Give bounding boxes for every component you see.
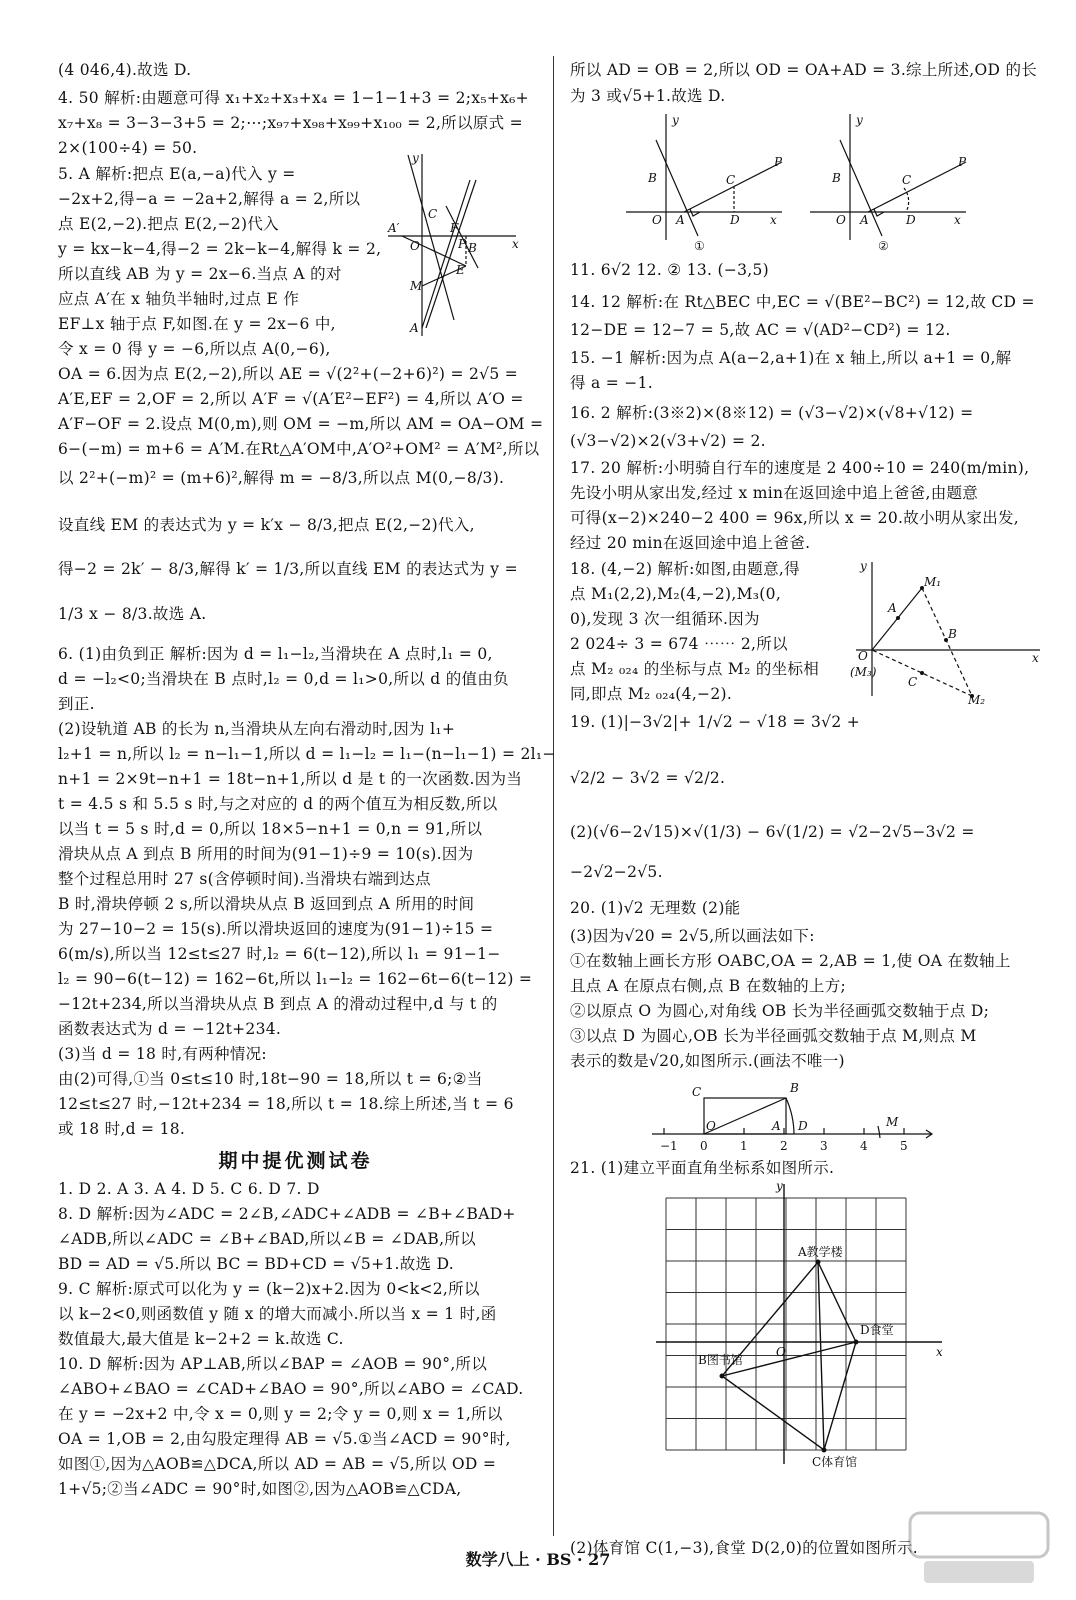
left-column-line: 2×(100÷4) = 50. — [58, 139, 198, 157]
figure-q18 — [846, 556, 1046, 706]
q18-o: O — [858, 649, 868, 663]
left-column-line: EF⊥x 轴于点 F,如图.在 y = 2x−6 中, — [58, 315, 336, 333]
right-column-line: 18. (4,−2) 解析:如图,由题意,得 — [570, 560, 800, 578]
left-column-line: 应点 A′在 x 轴负半轴时,过点 E 作 — [58, 290, 300, 308]
right-column-line: 12−DE = 12−7 = 5,故 AC = √(AD²−CD²) = 12. — [570, 321, 951, 339]
q21-x: x — [936, 1345, 943, 1359]
q20-tick-label: 3 — [820, 1139, 828, 1153]
left-column-line: 1. D 2. A 3. A 4. D 5. C 6. D 7. D — [58, 1180, 320, 1198]
q18-m3: (M₃) — [850, 665, 877, 679]
left-column-line: A′E,EF = 2,OF = 2,所以 A′F = √(A′E²−EF²) = 4,所以 A′O = — [58, 390, 524, 408]
q20-m: M — [886, 1115, 899, 1129]
right-column-line: 17. 20 解析:小明骑自行车的速度是 2 400÷10 = 240(m/min), — [570, 459, 1030, 477]
q5-x-label: x — [512, 237, 519, 251]
q18-b: B — [948, 627, 957, 641]
q20-tick-label: 2 — [780, 1139, 788, 1153]
right-column-line: −2√2−2√5. — [570, 863, 663, 881]
q10-1-p: P — [774, 155, 783, 169]
right-column-line: 经过 20 min在返回途中追上爸爸. — [570, 534, 811, 552]
q10-1-tag: ① — [694, 239, 705, 253]
q21-b: B图书馆 — [698, 1353, 743, 1367]
left-column-line: −12t+234,所以当滑块从点 B 到点 A 的滑动过程中,d 与 t 的 — [58, 995, 498, 1013]
left-column-line: 8. D 解析:因为∠ADC = 2∠B,∠ADC+∠ADB = ∠B+∠BAD+ — [58, 1205, 516, 1223]
left-column-line: 10. D 解析:因为 AP⊥AB,所以∠BAP = ∠AOB = 90°,所以 — [58, 1355, 488, 1373]
left-column-line: 函数表达式为 d = −12t+234. — [58, 1020, 282, 1038]
right-column-line: √2/2 − 3√2 = √2/2. — [570, 769, 726, 787]
section-title: 期中提优测试卷 — [218, 1150, 373, 1172]
left-column-line: ∠ABO+∠BAO = ∠CAD+∠BAO = 90°,所以∠ABO = ∠CAD. — [58, 1380, 524, 1398]
left-column-line: 1/3 x − 8/3.故选 A. — [58, 605, 207, 623]
right-column-line: 20. (1)√2 无理数 (2)能 — [570, 899, 741, 917]
figure-q5 — [384, 150, 524, 340]
page-footer: 数学八上 · BS · 27 — [465, 1550, 611, 1569]
left-column-line: 设直线 EM 的表达式为 y = k′x − 8/3,把点 E(2,−2)代入, — [58, 516, 475, 534]
right-column-line: 14. 12 解析:在 Rt△BEC 中,EC = √(BE²−BC²) = 12,故 CD = — [570, 293, 1035, 311]
left-column-line: 9. C 解析:原式可以化为 y = (k−2)x+2.因为 0<k<2,所以 — [58, 1280, 480, 1298]
left-column-line: 数值最大,最大值是 k−2+2 = k.故选 C. — [58, 1330, 344, 1348]
q10-2-p: P — [958, 155, 967, 169]
right-column-line: ②以原点 O 为圆心,对角线 OB 长为半径画弧交数轴于点 D; — [570, 1002, 990, 1020]
right-column-line: 先设小明从家出发,经过 x min在返回途中追上爸爸,由题意 — [570, 484, 979, 502]
left-column-line: 或 18 时,d = 18. — [58, 1120, 186, 1138]
q5-e-label: E — [456, 263, 465, 277]
q10-2-b: B — [832, 171, 841, 185]
q5-b-label: B — [468, 241, 477, 255]
left-column-line: 在 y = −2x+2 中,令 x = 0,则 y = 2;令 y = 0,则 x = 1,所以 — [58, 1405, 503, 1423]
q5-o-label: O — [410, 239, 420, 253]
q20-tick-label: 1 — [740, 1139, 748, 1153]
right-column-line: (3)因为√20 = 2√5,所以画法如下: — [570, 927, 815, 945]
q20-tick-label: 4 — [860, 1139, 868, 1153]
left-column-line: B 时,滑块停顿 2 s,所以滑块从点 B 返回到点 A 所用的时间 — [58, 895, 475, 913]
right-column-line: 点 M₂ ₀₂₄ 的坐标与点 M₂ 的坐标相 — [570, 660, 820, 678]
q5-a-label: A — [410, 321, 419, 335]
right-column-line: 0),发现 3 次一组循环.因为 — [570, 610, 760, 628]
left-column-line: 滑块从点 A 到点 B 所用的时间为(91−1)÷9 = 10(s).因为 — [58, 845, 474, 863]
q20-tick-label: 5 — [900, 1139, 908, 1153]
left-column-line: n+1 = 2×9t−n+1 = 18t−n+1,所以 d 是 t 的一次函数.因为当 — [58, 770, 523, 788]
right-column-line: 15. −1 解析:因为点 A(a−2,a+1)在 x 轴上,所以 a+1 = 0,解 — [570, 349, 1012, 367]
q20-a: A — [772, 1119, 781, 1133]
left-column-line: 点 E(2,−2).把点 E(2,−2)代入 — [58, 215, 279, 233]
figure-q20 — [648, 1078, 938, 1158]
q18-m1: M₁ — [924, 575, 942, 589]
q20-b: B — [790, 1081, 799, 1095]
q10-2-x: x — [954, 213, 961, 227]
left-column-line: OA = 1,OB = 2,由勾股定理得 AB = √5.①当∠ACD = 90°时, — [58, 1430, 511, 1448]
q10-2-o: O — [836, 213, 846, 227]
q5-c-label: C — [428, 207, 438, 221]
q18-m2: M₂ — [968, 693, 986, 706]
right-column-line: 11. 6√2 12. ② 13. (−3,5) — [570, 261, 770, 279]
left-column-line: 1+√5;②当∠ADC = 90°时,如图②,因为△AOB≌△CDA, — [58, 1480, 462, 1498]
left-column-line: ∠ADB,所以∠ADC = ∠B+∠BAD,所以∠B = ∠DAB,所以 — [58, 1230, 476, 1248]
q21-d: D食堂 — [860, 1323, 894, 1337]
right-column-line: 表示的数是√20,如图所示.(画法不唯一) — [570, 1052, 845, 1070]
q10-1-o: O — [652, 213, 662, 227]
left-column-line: 5. A 解析:把点 E(a,−a)代入 y = — [58, 165, 296, 183]
q21-y: y — [776, 1180, 783, 1193]
q10-1-x: x — [770, 213, 777, 227]
right-column-line: 为 3 或√5+1.故选 D. — [570, 87, 726, 105]
left-column-line: BD = AD = √5.所以 BC = BD+CD = √5+1.故选 D. — [58, 1255, 454, 1273]
left-column-line: 以当 t = 5 s 时,d = 0,所以 18×5−n+1 = 0,n = 91,所以 — [58, 820, 483, 838]
left-column-line: t = 4.5 s 和 5.5 s 时,与之对应的 d 的两个值互为相反数,所以 — [58, 795, 498, 813]
q10-1-d: D — [730, 213, 740, 227]
right-column-line: 且点 A 在原点右侧,点 B 在数轴的上方; — [570, 977, 847, 995]
q18-x: x — [1032, 651, 1039, 665]
q20-o: O — [706, 1119, 716, 1133]
right-column-line: 19. (1)|−3√2|+ 1/√2 − √18 = 3√2 + — [570, 713, 860, 731]
q10-2-a: A — [860, 213, 869, 227]
right-column-line: 所以 AD = OB = 2,所以 OD = OA+AD = 3.综上所述,OD 的长 — [570, 61, 1038, 79]
q10-2-c: C — [902, 173, 912, 187]
column-divider — [553, 56, 554, 1536]
left-column-line: y = kx−k−4,得−2 = 2k−k−4,解得 k = 2, — [58, 240, 382, 258]
figure-q10-1 — [622, 110, 792, 255]
q20-tick-label: −1 — [660, 1139, 678, 1153]
q21-c: C体育馆 — [812, 1455, 858, 1469]
left-column-line: d = −l₂<0;当滑块在 B 点时,l₂ = 0,d = l₁>0,所以 d 的值由负 — [58, 670, 509, 688]
q5-y-label: y — [412, 151, 419, 165]
q18-y: y — [860, 559, 867, 573]
left-column-line: 整个过程总用时 27 s(含停顿时间).当滑块右端到达点 — [58, 870, 431, 888]
left-column-line: 以 k−2<0,则函数值 y 随 x 的增大而减小.所以当 x = 1 时,函 — [58, 1305, 497, 1323]
right-column-line: (2)体育馆 C(1,−3),食堂 D(2,0)的位置如图所示. — [570, 1539, 919, 1557]
q10-2-tag: ② — [878, 239, 889, 253]
left-column-line: (4 046,4).故选 D. — [58, 61, 192, 79]
right-column-line: (√3−√2)×2(√3+√2) = 2. — [570, 432, 766, 450]
left-column-line: 4. 50 解析:由题意可得 x₁+x₂+x₃+x₄ = 1−1−1+3 = 2;x₅+x₆+ — [58, 89, 529, 107]
right-column-line: 同,即点 M₂ ₀₂₄(4,−2). — [570, 685, 733, 703]
q5-f-label: F — [450, 221, 459, 235]
right-column-line: 2 024÷ 3 = 674 ⋯⋯ 2,所以 — [570, 635, 788, 653]
left-column-line: 由(2)可得,①当 0≤t≤10 时,18t−90 = 18,所以 t = 6;②当 — [58, 1070, 483, 1088]
left-column-line: 以 2²+(−m)² = (m+6)²,解得 m = −8/3,所以点 M(0,−8/3). — [58, 469, 505, 487]
left-column-line: 得−2 = 2k′ − 8/3,解得 k′ = 1/3,所以直线 EM 的表达式为 y = — [58, 560, 518, 578]
left-column-line: (3)当 d = 18 时,有两种情况: — [58, 1045, 267, 1063]
q20-d: D — [798, 1119, 808, 1133]
left-column-line: 令 x = 0 得 y = −6,所以点 A(0,−6), — [58, 340, 331, 358]
right-column-line: 21. (1)建立平面直角坐标系如图所示. — [570, 1159, 835, 1177]
q5-a1-label: A′ — [388, 221, 400, 235]
q20-c: C — [692, 1085, 702, 1099]
left-column-line: 6(m/s),所以当 12≤t≤27 时,l₂ = 6(t−12),所以 l₁ = 91−1− — [58, 945, 501, 963]
left-column-line: (2)设轨道 AB 的长为 n,当滑块从左向右滑动时,因为 l₁+ — [58, 720, 456, 738]
right-column-line: 得 a = −1. — [570, 374, 653, 392]
left-column-line: x₇+x₈ = 3−3−3+5 = 2;⋯;x₉₇+x₉₈+x₉₉+x₁₀₀ = 2,所以原式 = — [58, 114, 523, 132]
left-column-line: 如图①,因为△AOB≌△DCA,所以 AD = AB = √5,所以 OD = — [58, 1455, 497, 1473]
figure-q21 — [652, 1180, 952, 1470]
right-column-line: 可得(x−2)×240−2 400 = 96x,所以 x = 20.故小明从家出发, — [570, 509, 1020, 527]
q21-o: O — [776, 1345, 786, 1359]
q10-2-d: D — [906, 213, 916, 227]
left-column-line: 6. (1)由负到正 解析:因为 d = l₁−l₂,当滑块在 A 点时,l₁ = 0, — [58, 645, 493, 663]
left-column-line: 12≤t≤27 时,−12t+234 = 18,所以 t = 18.综上所述,当 t = 6 — [58, 1095, 514, 1113]
left-column-line: OA = 6.因为点 E(2,−2),所以 AE = √(2²+(−2+6)²) = 2√5 = — [58, 365, 519, 383]
left-column-line: 为 27−10−2 = 15(s).所以滑块返回的速度为(91−1)÷15 = — [58, 920, 494, 938]
q5-m-label: M — [410, 279, 423, 293]
figure-q10-2 — [806, 110, 976, 255]
right-column-line: 点 M₁(2,2),M₂(4,−2),M₃(0, — [570, 585, 782, 603]
right-column-line: ①在数轴上画长方形 OABC,OA = 2,AB = 1,使 OA 在数轴上 — [570, 952, 1011, 970]
left-column-line: 到正. — [58, 695, 95, 713]
q20-tick-label: 0 — [700, 1139, 708, 1153]
left-column-line: l₂ = 90−6(t−12) = 162−6t,所以 l₁−l₂ = 162−6t−6(t−12) = — [58, 970, 533, 988]
right-column-line: (2)(√6−2√15)×√(1/3) − 6√(1/2) = √2−2√5−3√2 = — [570, 823, 975, 841]
left-column-line: l₂+1 = n,所以 l₂ = n−l₁−1,所以 d = l₁−l₂ = l₁−(n−l₁−1) = 2l₁− — [58, 745, 556, 763]
watermark-logo — [904, 1505, 1054, 1589]
q10-2-y: y — [856, 113, 863, 127]
q10-1-y: y — [672, 113, 679, 127]
q5-p-label: P — [458, 237, 467, 251]
right-column-line: 16. 2 解析:(3※2)×(8※12) = (√3−√2)×(√8+√12) = — [570, 404, 974, 422]
left-column-line: 6−(−m) = m+6 = A′M.在Rt△A′OM中,A′O²+OM² = A′M²,所以 — [58, 440, 540, 458]
left-column-line: −2x+2,得−a = −2a+2,解得 a = 2,所以 — [58, 190, 361, 208]
right-column-line: ③以点 D 为圆心,OB 长为半径画弧交数轴于点 M,则点 M — [570, 1027, 977, 1045]
q18-a: A — [888, 601, 897, 615]
q10-1-a: A — [676, 213, 685, 227]
q10-1-c: C — [726, 173, 736, 187]
q18-c: C — [908, 675, 918, 689]
q21-a: A教学楼 — [798, 1245, 843, 1259]
q10-1-b: B — [648, 171, 657, 185]
left-column-line: A′F−OF = 2.设点 M(0,m),则 OM = −m,所以 AM = OA−OM = — [58, 415, 544, 433]
left-column-line: 所以直线 AB 为 y = 2x−6.当点 A 的对 — [58, 265, 342, 283]
